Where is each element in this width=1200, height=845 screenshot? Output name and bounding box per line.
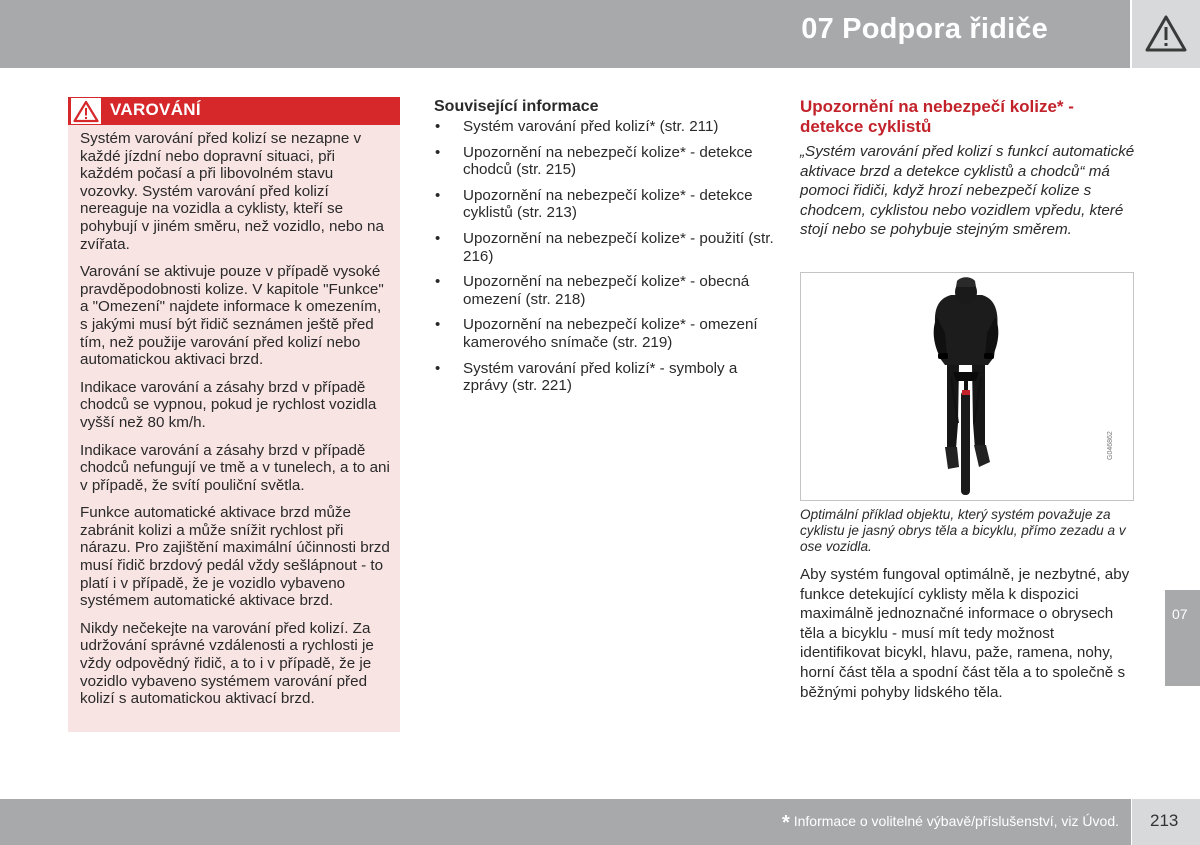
warning-triangle-icon bbox=[1144, 14, 1188, 54]
warning-label: VAROVÁNÍ bbox=[110, 100, 201, 119]
section-body: Aby systém fungoval optimálně, je nezbytné, aby funkce detekující cyklisty měla k dispozici maximálně jednoznačné informace o obrysech těla a bicyklu - musí mít tedy možnost identifikovat bicykl, hlavu, paže, ramena, nohy, horní část těla a spodní část těla a to společně s běžnými pohyby lidského těla. bbox=[800, 566, 1130, 701]
related-info-heading: Související informace bbox=[434, 98, 599, 115]
warning-triangle-icon bbox=[73, 100, 99, 123]
warning-box bbox=[68, 97, 400, 732]
figure-code: G046862 bbox=[1107, 431, 1114, 460]
related-link[interactable]: • Upozornění na nebezpečí kolize* - použití (str. 216) bbox=[434, 230, 774, 265]
chapter-header bbox=[0, 0, 1130, 68]
chapter-title: 07 Podpora řidiče bbox=[801, 13, 1048, 45]
warning-paragraph: Varování se aktivuje pouze v případě vysoké pravděpodobnosti kolize. V kapitole "Funkce" a "Omezení" najdete informace k omezením, s jakými musí být řidič seznámen ještě před tím, než použije varování před kolizí nebo automatickou aktivaci brzd. bbox=[80, 263, 384, 369]
related-link[interactable]: • Upozornění na nebezpečí kolize* - omezení kamerového snímače (str. 219) bbox=[434, 316, 774, 351]
section-heading: Upozornění na nebezpečí kolize* - detekce cyklistů bbox=[800, 97, 1074, 136]
warning-icon-box bbox=[71, 98, 101, 124]
related-link[interactable]: • Upozornění na nebezpečí kolize* - obecná omezení (str. 218) bbox=[434, 273, 774, 308]
related-info-list bbox=[434, 118, 774, 395]
figure-caption: Optimální příklad objektu, který systém považuje za cyklistu je jasný obrys těla a bicyklu, přímo zezadu a v ose vozidla. bbox=[800, 507, 1126, 554]
warning-header bbox=[68, 97, 400, 125]
related-link[interactable]: • Systém varování před kolizí* - symboly a zprávy (str. 221) bbox=[434, 360, 774, 395]
page-number-box bbox=[1132, 799, 1200, 845]
warning-paragraph: Indikace varování a zásahy brzd v případě chodců nefungují ve tmě a v tunelech, a to ani v případě, že svítí pouliční světla. bbox=[80, 441, 390, 494]
section-intro: „Systém varování před kolizí s funkcí automatické aktivace brzd a detekce cyklistů a chodců“ má pomoci řidiči, když hrozí nebezpečí kolize s chodcem, cyklistou nebo vozidlem vpředu, které stojí nebo se pohybuje stejným směrem. bbox=[800, 143, 1135, 239]
chapter-tab[interactable] bbox=[1165, 590, 1200, 686]
chapter-tab-label: 07 bbox=[1172, 606, 1188, 622]
warning-paragraph: Indikace varování a zásahy brzd v případě chodců se vypnou, pokud je rychlost vozidla vyšší než 80 km/h. bbox=[80, 378, 377, 431]
footnote-star: * bbox=[781, 812, 790, 834]
warning-text bbox=[80, 130, 392, 718]
related-link[interactable]: • Upozornění na nebezpečí kolize* - detekce chodců (str. 215) bbox=[434, 144, 774, 179]
page-footer bbox=[0, 799, 1131, 845]
footnote bbox=[782, 812, 1119, 835]
cyclist-illustration bbox=[800, 272, 1134, 501]
page-number: 213 bbox=[1150, 811, 1179, 830]
warning-paragraph: Funkce automatické aktivace brzd může zabránit kolizi a může snížit rychlost při nárazu. Pro zajištění maximální účinnosti brzd musí řidič brzdový pedál vždy sešlápnout - to platí i v případě, že je vozidlo vybaveno systémem automatické aktivace brzd. bbox=[80, 504, 390, 610]
related-info bbox=[434, 97, 774, 403]
related-link[interactable]: • Systém varování před kolizí* (str. 211) bbox=[434, 118, 774, 136]
footnote-text: Informace o volitelné výbavě/příslušenství, viz Úvod. bbox=[793, 813, 1119, 829]
warning-paragraph: Systém varování před kolizí se nezapne v každé jízdní nebo dopravní situaci, při každém počasí a při libovolném stavu vozovky. Systém varování před kolizí nereaguje na vozidla a cyklisty, kteří se pohybují v jiném směru, než vozidlo, nebo na zvířata. bbox=[80, 130, 384, 253]
section-cyclist-detection bbox=[800, 97, 1135, 240]
related-link[interactable]: • Upozornění na nebezpečí kolize* - detekce cyklistů (str. 213) bbox=[434, 187, 774, 222]
warning-paragraph: Nikdy nečekejte na varování před kolizí. Za udržování správné vzdálenosti a rychlosti je vždy odpovědný řidič, a to i v případě, že je vozidlo vybaveno systémem varování před kolizí s automatickou aktivací brzd. bbox=[80, 619, 374, 708]
header-icon-box bbox=[1132, 0, 1200, 68]
cyclist-rear-view-image bbox=[801, 273, 1133, 500]
